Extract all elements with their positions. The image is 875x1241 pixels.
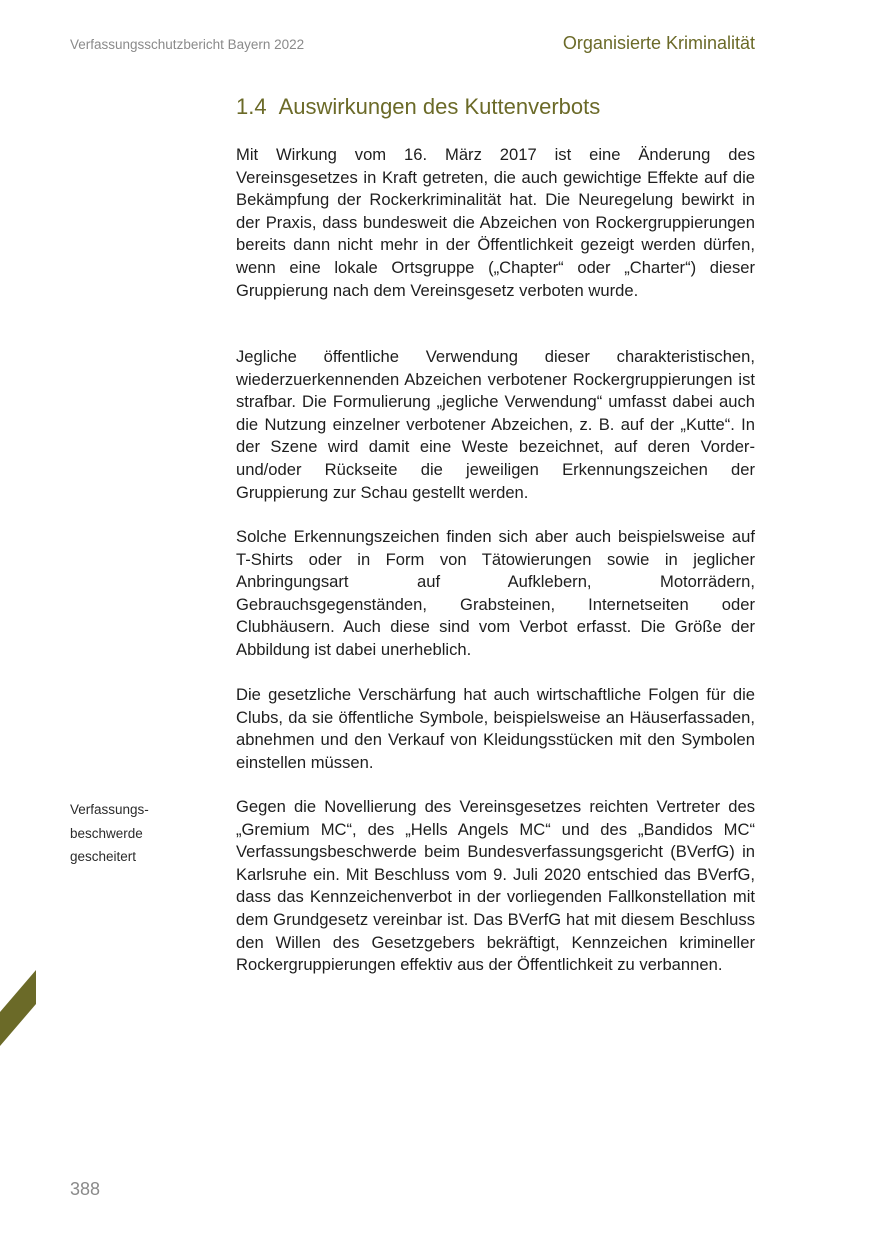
paragraph-3: Solche Erkennungszeichen finden sich aber auch beispielsweise auf T-Shirts oder in Form von Tätowierungen sowie in jeglicher Anbringungsart auf Aufklebern, Motorrädern, Gebrauchsgegenständen, Grabsteinen, Internetseiten oder Clubhäusern. Auch diese sind vom Verbot erfasst. Die Größe der Abbildung ist dabei unerheblich. [236, 527, 755, 659]
paragraph-2: Jegliche öffentliche Verwendung dieser charakteristischen, wiederzuerkennenden Abzeichen verbotener Rockergruppierungen ist strafbar. Die Formulierung „jegliche Verwendung“ umfasst dabei auch die Nutzung einzelner verbotener Abzeichen, z. B. auf der „Kutte“. In der Szene wird damit eine Weste bezeichnet, auf deren Vorder- und/oder Rückseite die jeweiligen Erkennungszeichen der Gruppierung zur Schau gestellt werden. [236, 347, 755, 502]
marginal-note-line: beschwerde [70, 825, 143, 841]
section-title: Auswirkungen des Kuttenverbots [278, 94, 601, 119]
section-heading [236, 94, 600, 120]
running-header-chapter: Organisierte Kriminalität [562, 33, 755, 53]
paragraph-1: Mit Wirkung vom 16. März 2017 ist eine Änderung des Vereinsgesetzes in Kraft getreten, die auch gewichtige Effekte auf die Bekämpfung der Rockerkriminalität hat. Die Neuregelung bewirkt in der Praxis, dass bundesweit die Abzeichen von Rockergruppierungen bereits dann nicht mehr in der Öffentlichkeit gezeigt werden dürfen, wenn eine lokale Ortsgruppe („Chapter“ oder „Charter“) dieser Gruppierung nach dem Vereinsgesetz verboten wurde. [236, 145, 755, 300]
marginal-note-line: Verfassungs- [70, 802, 149, 817]
paragraph-5: Gegen die Novellierung des Vereinsgesetzes reichten Vertreter des „Gremium MC“, des „Hells Angels MC“ und des „Bandidos MC“ Verfassungsbeschwerde beim Bundesverfassungsgericht (BVerfG) in Karlsruhe ein. Mit Beschluss vom 9. Juli 2020 entschied das BVerfG, dass das Kennzeichenverbot in der vorliegenden Fallkonstellation mit dem Grundgesetz vereinbar ist. Das BVerfG hat mit diesem Beschluss den Willen des Gesetzgebers bekräftigt, Kennzeichen krimineller Rockergruppierungen effektiv aus der Öffentlichkeit zu verbannen. [236, 797, 755, 975]
paragraph-4: Die gesetzliche Verschärfung hat auch wirtschaftliche Folgen für die Clubs, da sie öffentliche Symbole, beispielsweise an Häuserfassaden, abnehmen und den Verkauf von Kleidungsstücken mit den Symbolen einstellen müssen. [236, 685, 755, 772]
page-number: 388 [70, 1179, 101, 1199]
section-number: 1.4 [236, 94, 267, 119]
marginal-note-line: gescheitert [70, 849, 137, 864]
marginal-note [70, 798, 149, 869]
running-header-publication: Verfassungsschutzbericht Bayern 2022 [70, 37, 305, 52]
chapter-tab-marker [0, 970, 36, 1046]
